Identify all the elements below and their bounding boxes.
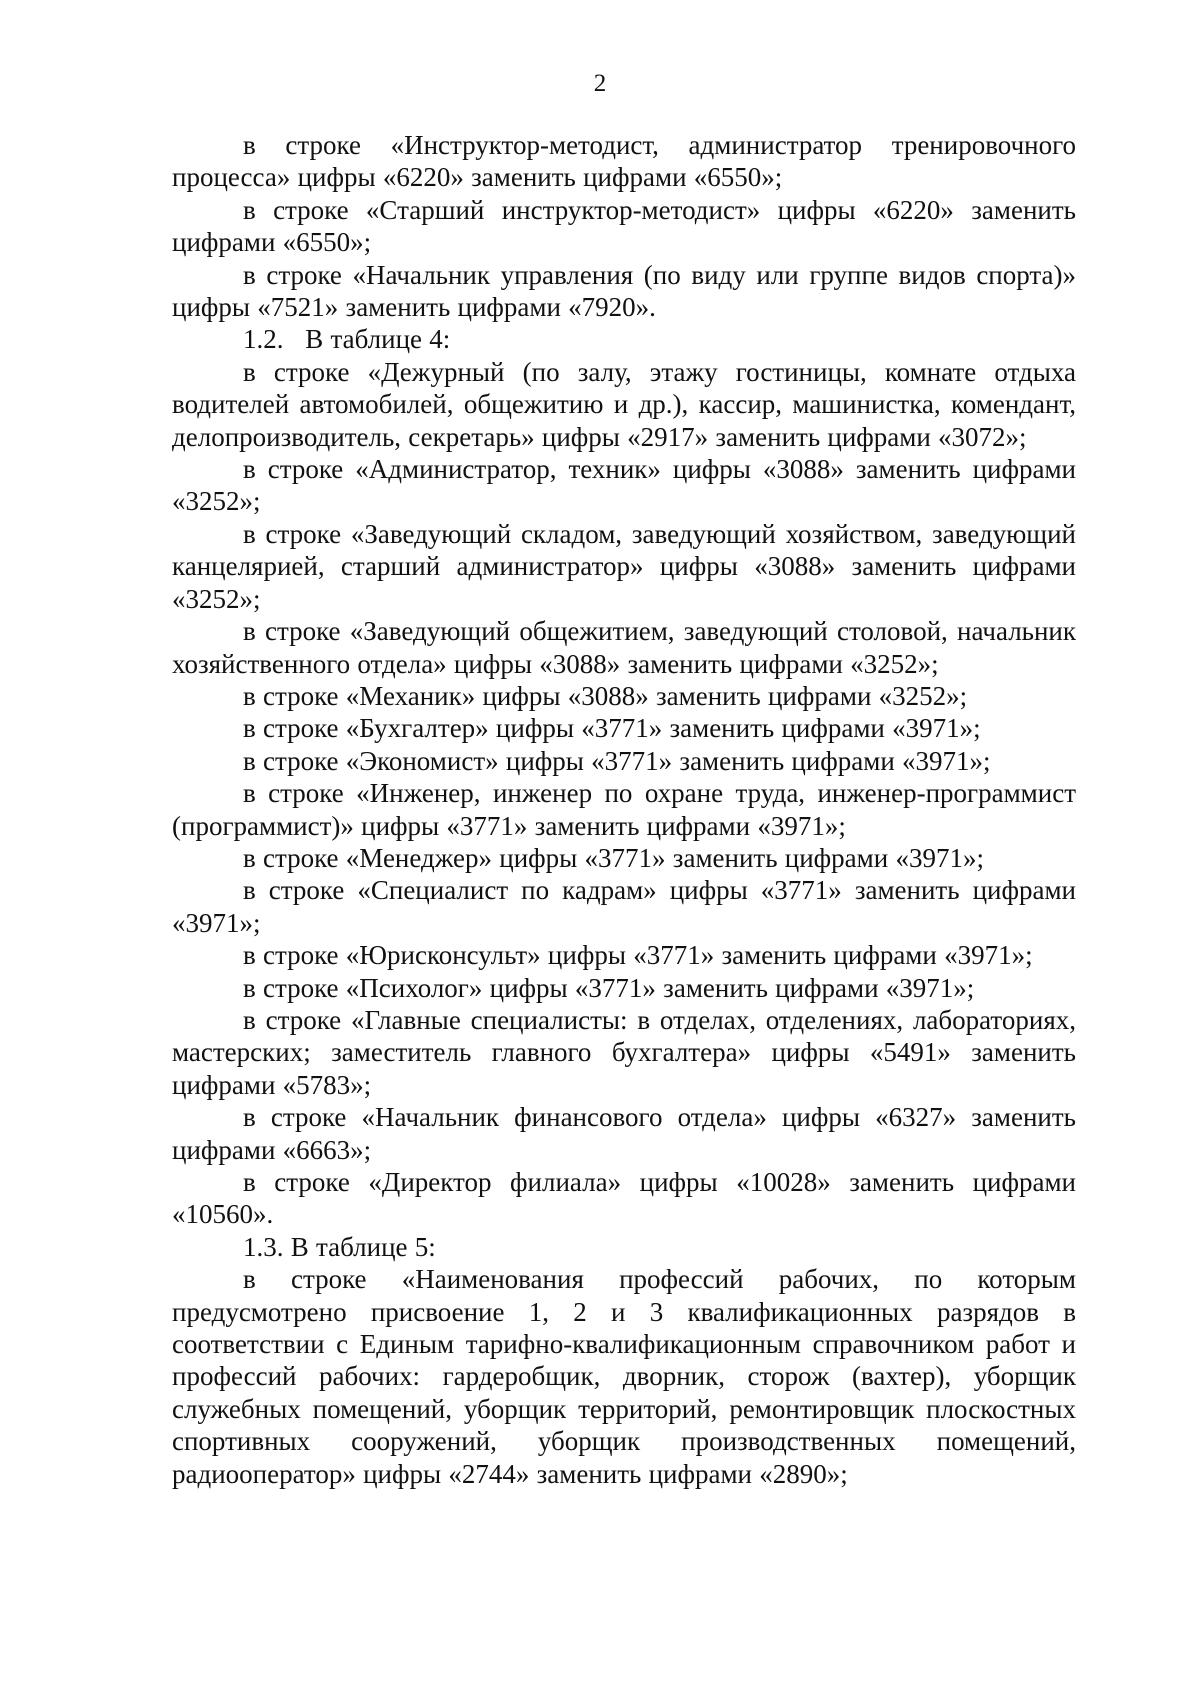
paragraph: в строке «Директор филиала» цифры «10028» заменить цифрами «10560». bbox=[172, 1167, 1076, 1230]
paragraph: в строке «Наименования профессий рабочих, по которым предусмотрено присвоение 1, 2 и 3 квалификационных разрядов в соответствии с Единым тарифно-квалификационным справочником работ и профессий рабочих: гардеробщик, дворник, сторож (вахтер), уборщик служебных помещений, уборщик территорий, ремонтировщик плоскостных спортивных сооружений, уборщик производственных помещений, радиооператор» цифры «2744» заменить цифрами «2890»; bbox=[172, 1264, 1076, 1489]
paragraph: в строке «Экономист» цифры «3771» заменить цифрами «3971»; bbox=[243, 745, 991, 776]
paragraph: в строке «Инструктор-методист, администратор тренировочного процесса» цифры «6220» заменить цифрами «6550»; bbox=[172, 130, 1076, 193]
paragraph: в строке «Заведующий общежитием, заведующий столовой, начальник хозяйственного отдела» цифры «3088» заменить цифрами «3252»; bbox=[172, 616, 1076, 679]
paragraph: в строке «Главные специалисты: в отделах, отделениях, лабораториях, мастерских; заместитель главного бухгалтера» цифры «5491» заменить цифрами «5783»; bbox=[172, 1004, 1076, 1100]
section-heading: 1.3. В таблице 5: bbox=[243, 1231, 436, 1262]
section-heading: 1.2. В таблице 4: bbox=[243, 324, 451, 355]
page-number: 2 bbox=[593, 70, 607, 97]
paragraph: в строке «Начальник финансового отдела» цифры «6327» заменить цифрами «6663»; bbox=[172, 1102, 1076, 1165]
paragraph: в строке «Администратор, техник» цифры «3088» заменить цифрами «3252»; bbox=[172, 454, 1076, 517]
paragraph: в строке «Начальник управления (по виду или группе видов спорта)» цифры «7521» заменить цифрами «7920». bbox=[172, 259, 1076, 323]
paragraph: в строке «Старший инструктор-методист» цифры «6220» заменить цифрами «6550»; bbox=[172, 194, 1076, 258]
document-body bbox=[172, 129, 1076, 1490]
paragraph: в строке «Дежурный (по залу, этажу гостиницы, комнате отдыха водителей автомобилей, общежитию и др.), кассир, машинистка, комендант, делопроизводитель, секретарь» цифры «2917» заменить цифрами «3072»; bbox=[172, 356, 1076, 452]
paragraph: в строке «Механик» цифры «3088» заменить цифрами «3252»; bbox=[243, 680, 968, 711]
paragraph: в строке «Юрисконсульт» цифры «3771» заменить цифрами «3971»; bbox=[243, 940, 1033, 971]
paragraph: в строке «Специалист по кадрам» цифры «3771» заменить цифрами «3971»; bbox=[172, 875, 1076, 938]
paragraph: в строке «Психолог» цифры «3771» заменить цифрами «3971»; bbox=[243, 972, 975, 1003]
paragraph: в строке «Бухгалтер» цифры «3771» заменить цифрами «3971»; bbox=[243, 713, 981, 744]
paragraph: в строке «Инженер, инженер по охране труда, инженер-программист (программист)» цифры «3771» заменить цифрами «3971»; bbox=[172, 778, 1076, 841]
paragraph: в строке «Заведующий складом, заведующий хозяйством, заведующий канцелярией, старший администратор» цифры «3088» заменить цифрами «3252»; bbox=[172, 518, 1076, 614]
paragraph: в строке «Менеджер» цифры «3771» заменить цифрами «3971»; bbox=[243, 842, 984, 873]
